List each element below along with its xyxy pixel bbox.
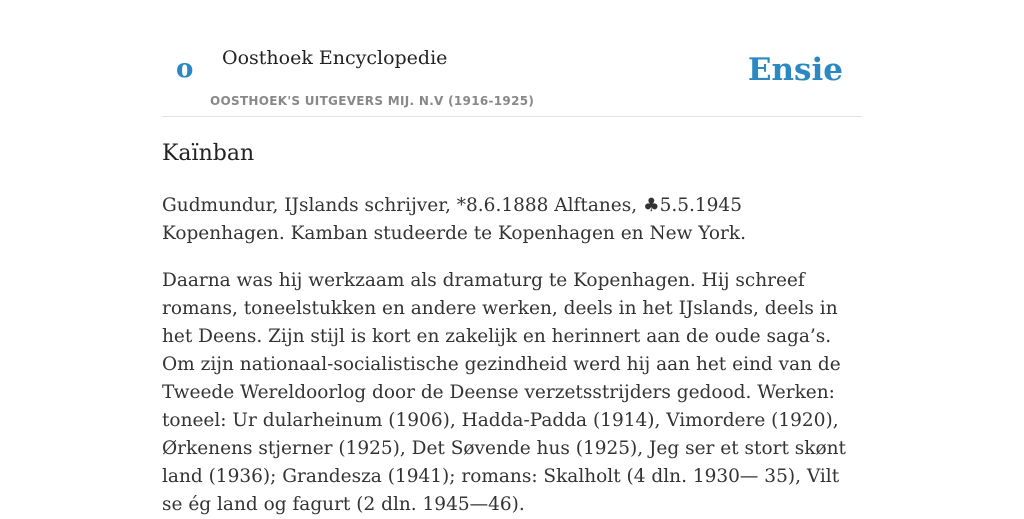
header — [162, 0, 862, 117]
source-subtitle: OOSTHOEK'S UITGEVERS MIJ. N.V (1916-1925) — [210, 94, 535, 108]
source-title[interactable]: Oosthoek Encyclopedie — [222, 47, 448, 69]
ensie-logo-link[interactable]: Ensie — [747, 52, 843, 88]
page — [162, 0, 862, 515]
entry-paragraph: Daarna was hij werkzaam als dramaturg te Kopenhagen. Hij schreef romans, toneelstukken en andere werken, deels in het IJslands, deels in het Deens. Zijn stijl is kort en zakelijk en herinnert aan de oude saga’s. Om zijn nationaal-socialistische gezindheid werd hij aan het eind van de Tweede Wereldoorlog door de Deense verzetsstrijders gedood. Werken: toneel: Ur dularheinum (1906), Hadda-Padda (1914), Vimordere (1920), Ørkenens stjerner (1925), Det Søvende hus (1925), Jeg ser et stort skønt land (1936); Grandesza (1941); romans: Skalholt (4 dln. 1930— 35), Vilt se ég land og fagurt (2 dln. 1945—46). — [162, 270, 846, 515]
entry-title: Kaïnban — [162, 141, 255, 166]
entry-paragraph: Gudmundur, IJslands schrijver, *8.6.1888 Alftanes, ♣5.5.1945 Kopenhagen. Kamban studeerde te Kopenhagen en New York. — [162, 195, 746, 244]
source-logo[interactable]: o — [176, 54, 194, 84]
